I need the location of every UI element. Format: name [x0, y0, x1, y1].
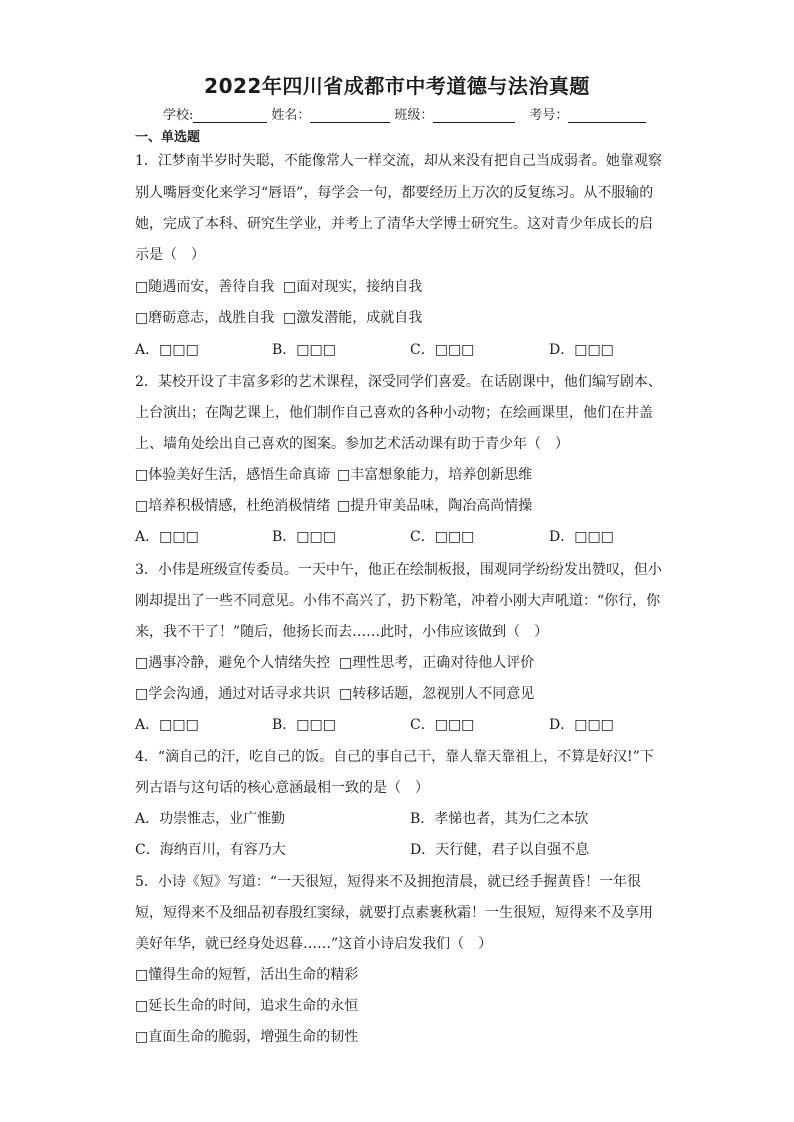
statement-row: [135, 652, 675, 672]
statement: □理性思考，正确对待他人评价: [339, 655, 535, 671]
option-b[interactable]: B．□□□: [272, 342, 336, 358]
option-d[interactable]: D．□□□: [549, 342, 614, 358]
option-row: [135, 839, 675, 859]
statement: □提升审美品味，陶冶高尚情操: [337, 498, 533, 514]
question-text-line: 别人嘴唇变化来学习“唇语”，每学会一句，都要经历上万次的反复练习。从不服输的: [135, 185, 654, 201]
student-info-line: [163, 104, 646, 123]
statement: □延长生命的时间，追求生命的永恒: [135, 998, 359, 1014]
option-c[interactable]: C．□□□: [410, 342, 475, 358]
statement: □遇事冷静，避免个人情绪失控: [135, 655, 331, 671]
option-c[interactable]: C．□□□: [410, 529, 475, 545]
option-b[interactable]: B．□□□: [272, 529, 336, 545]
exam-no-blank[interactable]: [568, 108, 646, 123]
statement: □随遇而安，善待自我: [135, 279, 275, 295]
statement: □丰富想象能力，培养创新思维: [337, 467, 533, 483]
exam-no-label: 考号：: [529, 108, 569, 123]
question-text-line: 4．“滴自己的汗，吃自己的饭。自己的事自己干，靠人靠天靠祖上，不算是好汉!”下: [135, 749, 654, 765]
name-label: 姓名：: [271, 108, 311, 123]
statement: □面对现实，接纳自我: [283, 279, 423, 295]
option-d[interactable]: D．天行健，君子以自强不息: [410, 842, 590, 858]
statement: □培养积极情感，杜绝消极情绪: [135, 498, 331, 514]
school-blank[interactable]: [193, 108, 267, 123]
option-a[interactable]: A．功崇惟志，业广惟勤: [135, 811, 286, 827]
statement: □激发潜能，成就自我: [283, 310, 423, 326]
option-c[interactable]: C．□□□: [410, 717, 475, 733]
option-row: [135, 808, 675, 828]
option-a[interactable]: A．□□□: [135, 529, 199, 545]
statement-row: [135, 464, 675, 484]
option-row: [135, 339, 675, 359]
statement-row: [135, 495, 675, 515]
option-row: [135, 526, 675, 546]
statement: □直面生命的脆弱，增强生命的韧性: [135, 1029, 359, 1045]
statement: □转移话题，忽视别人不同意见: [339, 686, 535, 702]
option-d[interactable]: D．□□□: [549, 529, 614, 545]
option-b[interactable]: B．孝悌也者，其为仁之本欤: [410, 811, 589, 827]
option-b[interactable]: B．□□□: [272, 717, 336, 733]
page-title: 2022年四川省成都市中考道德与法治真题: [204, 74, 590, 98]
statement: □学会沟通，通过对话寻求共识: [135, 686, 331, 702]
class-label: 班级：: [394, 108, 434, 123]
class-blank[interactable]: [433, 108, 515, 123]
name-blank[interactable]: [310, 108, 390, 123]
question-text-line: 来，我不干了！”随后，他扬长而去……此时，小伟应该做到（ ）: [135, 624, 549, 640]
question-text-line: 1．江梦南半岁时失聪，不能像常人一样交流，却从来没有把自己当成弱者。她靠观察: [135, 153, 662, 169]
statement: □磨砺意志，战胜自我: [135, 310, 275, 326]
section-title: 一、单选题: [135, 130, 201, 145]
question-text-line: 上、墙角处绘出自己喜欢的图案。参加艺术活动课有助于青少年（ ）: [135, 436, 569, 452]
question-text-line: 刚却提出了一些不同意见。小伟不高兴了，扔下粉笔，冲着小刚大声吼道：“你行，你: [135, 593, 661, 609]
statement: □懂得生命的短暂，活出生命的精彩: [135, 967, 359, 983]
option-d[interactable]: D．□□□: [549, 717, 614, 733]
question-text-line: 5．小诗《短》写道：“一天很短，短得来不及拥抱清晨，就已经手握黄昏！一年很: [135, 874, 642, 890]
question-text-line: 上台演出；在陶艺课上，他们制作自己喜欢的各种小动物；在绘画课里，他们在井盖: [135, 405, 653, 421]
option-c[interactable]: C．海纳百川，有容乃大: [135, 842, 286, 858]
question-text-line: 2．某校开设了丰富多彩的艺术课程，深受同学们喜爱。在话剧课中，他们编写剧本、: [135, 374, 662, 390]
statement-row: [135, 276, 675, 296]
statement: □体验美好生活，感悟生命真谛: [135, 467, 331, 483]
school-label: 学校:: [163, 108, 194, 123]
statement-row: [135, 683, 675, 703]
option-row: [135, 714, 675, 734]
question-text-line: 3．小伟是班级宣传委员。一天中午，他正在绘制板报，围观同学纷纷发出赞叹，但小: [135, 562, 662, 578]
statement-row: [135, 307, 675, 327]
question-text-line: 她，完成了本科、研究生学业，并考上了清华大学博士研究生。这对青少年成长的启: [135, 216, 653, 232]
question-text-line: 短，短得来不及细品初春殷红窦绿，就要打点素裹秋霜！一生很短，短得来不及享用: [135, 905, 653, 921]
question-text-line: 示是（ ）: [135, 247, 205, 263]
option-a[interactable]: A．□□□: [135, 342, 199, 358]
question-text-line: 美好年华，就已经身处迟暮……”这首小诗启发我们（ ）: [135, 936, 493, 952]
question-text-line: 列古语与这句话的核心意涵最相一致的是（ ）: [135, 780, 429, 796]
option-a[interactable]: A．□□□: [135, 717, 199, 733]
